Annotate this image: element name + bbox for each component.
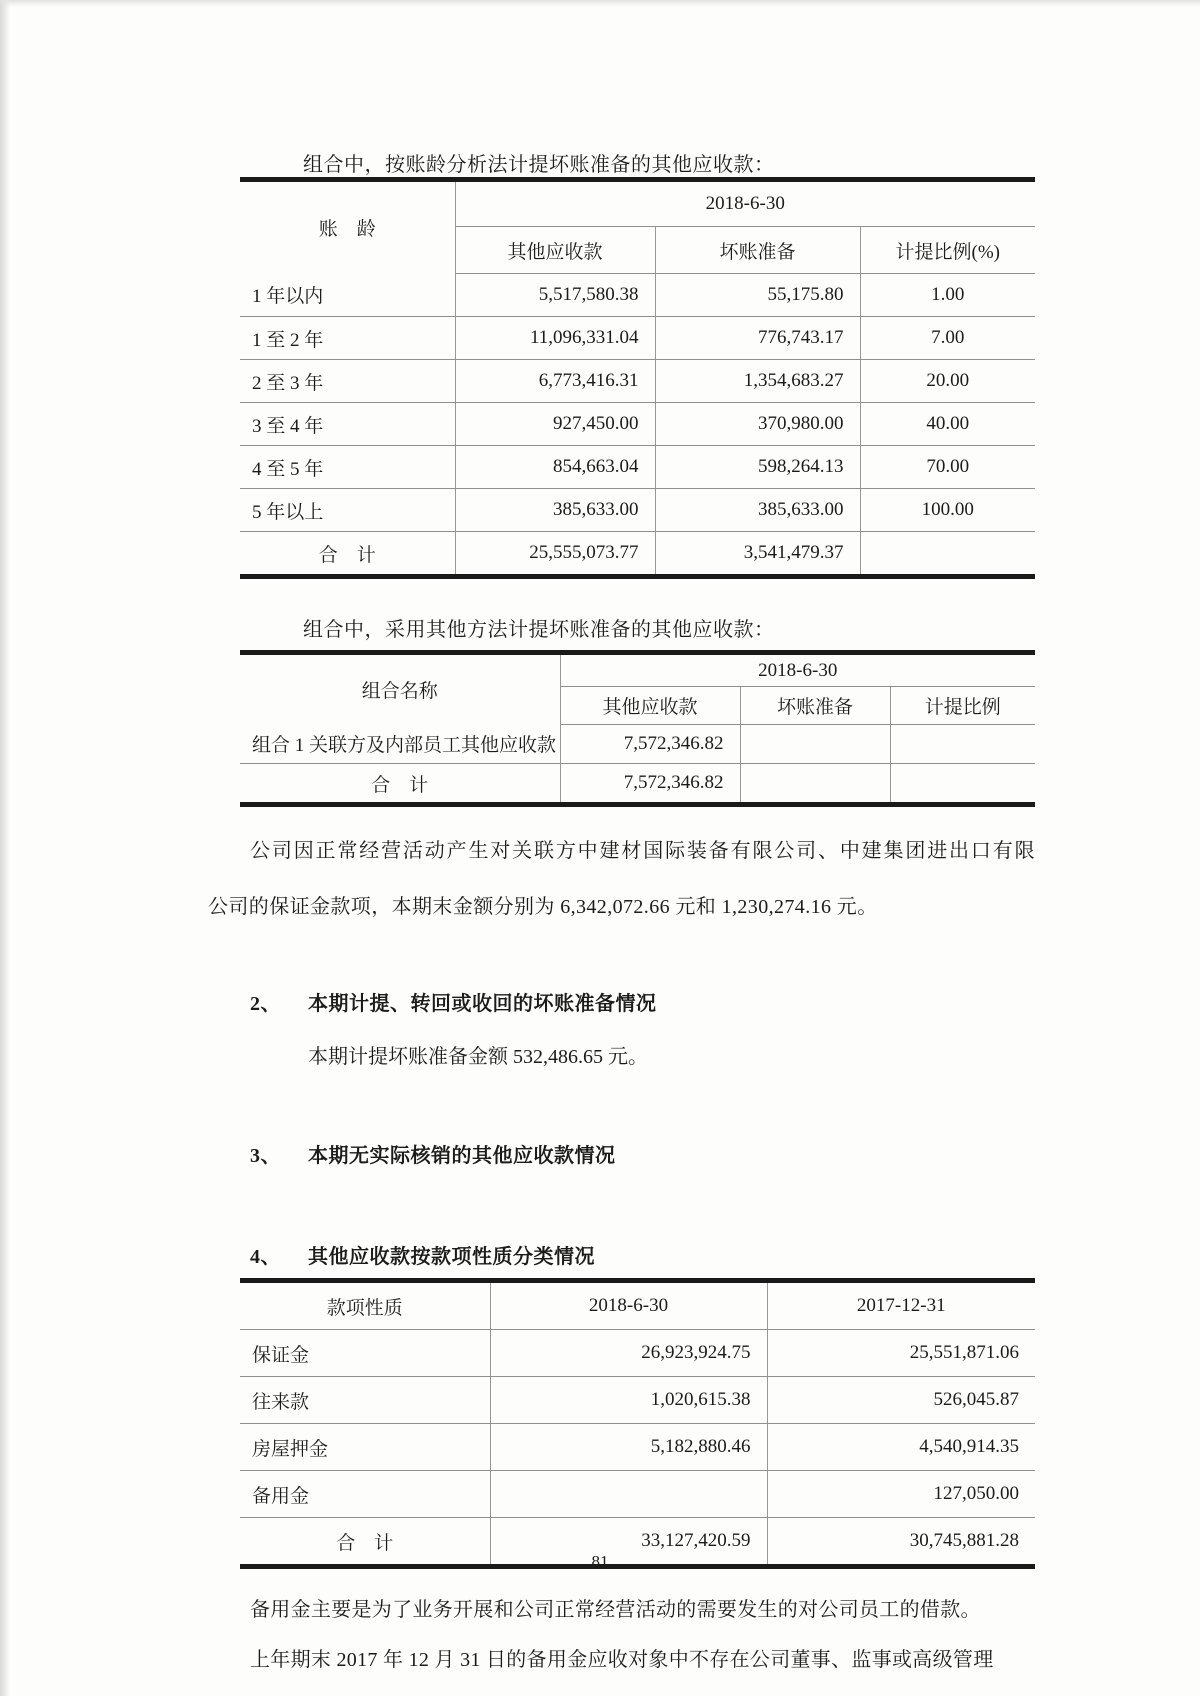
- cell-ratio: [890, 725, 1035, 764]
- cell-amount: 6,773,416.31: [455, 360, 655, 403]
- cell-provision: 370,980.00: [655, 403, 860, 446]
- paragraph-line: 公司的保证金款项，本期末金额分别为 6,342,072.66 元和 1,230,274.16 元。: [208, 896, 878, 918]
- cell-amount: 854,663.04: [455, 446, 655, 489]
- cell-amount: 927,450.00: [455, 403, 655, 446]
- aging-analysis-table: [240, 177, 1035, 579]
- section-3-title: 本期无实际核销的其他应收款情况: [308, 1145, 616, 1167]
- cell-provision: 55,175.80: [655, 274, 860, 317]
- header-amount: 其他应收款: [560, 687, 740, 725]
- cell-total-label: 合 计: [240, 764, 560, 805]
- cell-total-provision: [740, 764, 890, 805]
- cell-age: 5 年以上: [240, 489, 455, 532]
- reserve-fund-note-paragraph: [208, 1585, 1035, 1685]
- cell-nature: 备用金: [240, 1471, 490, 1518]
- section-2-title: 本期计提、转回或收回的坏账准备情况: [308, 993, 657, 1015]
- page-content: [208, 0, 1035, 1685]
- header-date-current: 2018-6-30: [490, 1281, 767, 1330]
- cell-current: [490, 1471, 767, 1518]
- cell-prior: 127,050.00: [767, 1471, 1035, 1518]
- cell-current: 26,923,924.75: [490, 1330, 767, 1377]
- cell-nature: 往来款: [240, 1377, 490, 1424]
- cell-age: 1 年以内: [240, 274, 455, 317]
- cell-nature: 保证金: [240, 1330, 490, 1377]
- cell-age: 4 至 5 年: [240, 446, 455, 489]
- section-2-heading: [208, 987, 1035, 1016]
- table-row: [240, 725, 1035, 764]
- header-date-prior: 2017-12-31: [767, 1281, 1035, 1330]
- table-row: [240, 446, 1035, 489]
- table-row: [240, 489, 1035, 532]
- section-4-heading: [208, 1240, 1035, 1269]
- table-row: [240, 317, 1035, 360]
- cell-total-amount: 7,572,346.82: [560, 764, 740, 805]
- cell-ratio: 20.00: [860, 360, 1035, 403]
- cell-age: 1 至 2 年: [240, 317, 455, 360]
- header-amount: 其他应收款: [455, 227, 655, 274]
- cell-prior: 526,045.87: [767, 1377, 1035, 1424]
- section-2-body: 本期计提坏账准备金额 532,486.65 元。: [308, 1046, 648, 1068]
- table-row: [240, 1471, 1035, 1518]
- nature-classification-table: [240, 1278, 1035, 1569]
- section-4-title: 其他应收款按款项性质分类情况: [308, 1246, 595, 1268]
- header-date: 2018-6-30: [560, 653, 1035, 687]
- table-row: [240, 1377, 1035, 1424]
- cell-ratio: 7.00: [860, 317, 1035, 360]
- cell-total-current: 33,127,420.59: [490, 1518, 767, 1567]
- paragraph-line: 备用金主要是为了业务开展和公司正常经营活动的需要发生的对公司员工的借款。: [250, 1599, 981, 1621]
- cell-provision: 776,743.17: [655, 317, 860, 360]
- table-total-row: [240, 764, 1035, 805]
- cell-provision: 598,264.13: [655, 446, 860, 489]
- table-total-row: [240, 532, 1035, 577]
- header-provision: 坏账准备: [740, 687, 890, 725]
- other-method-table-title: 组合中，采用其他方法计提坏账准备的其他应收款：: [303, 619, 775, 641]
- paragraph-line: 公司因正常经营活动产生对关联方中建材国际装备有限公司、中建集团进出口有限: [250, 840, 1035, 862]
- table-header-row: [240, 1281, 1035, 1330]
- cell-prior: 25,551,871.06: [767, 1330, 1035, 1377]
- header-provision: 坏账准备: [655, 227, 860, 274]
- cell-ratio: 70.00: [860, 446, 1035, 489]
- scan-edge-left: [0, 0, 10, 1696]
- cell-amount: 11,096,331.04: [455, 317, 655, 360]
- cell-ratio: 40.00: [860, 403, 1035, 446]
- table-row: [240, 403, 1035, 446]
- aging-table-title: 组合中，按账龄分析法计提坏账准备的其他应收款：: [303, 154, 775, 176]
- cell-portfolio: 组合 1 关联方及内部员工其他应收款: [240, 725, 560, 764]
- section-3-heading: [208, 1139, 1035, 1168]
- cell-amount: 385,633.00: [455, 489, 655, 532]
- section-3-number: 3、: [250, 1145, 281, 1167]
- cell-amount: 5,517,580.38: [455, 274, 655, 317]
- cell-age: 2 至 3 年: [240, 360, 455, 403]
- table-header-row: [240, 180, 1035, 227]
- cell-amount: 7,572,346.82: [560, 725, 740, 764]
- cell-ratio: 1.00: [860, 274, 1035, 317]
- cell-total-ratio: [860, 532, 1035, 577]
- header-date: 2018-6-30: [455, 180, 1035, 227]
- cell-age: 3 至 4 年: [240, 403, 455, 446]
- paragraph-line: 上年期末 2017 年 12 月 31 日的备用金应收对象中不存在公司董事、监事或高级管理: [250, 1649, 994, 1671]
- table-row: [240, 360, 1035, 403]
- cell-current: 5,182,880.46: [490, 1424, 767, 1471]
- section-4-number: 4、: [250, 1246, 281, 1268]
- header-ratio: 计提比例: [890, 687, 1035, 725]
- cell-total-label: 合 计: [240, 1518, 490, 1567]
- cell-total-ratio: [890, 764, 1035, 805]
- table-row: [240, 1424, 1035, 1471]
- table-header-row: [240, 653, 1035, 687]
- cell-total-label: 合 计: [240, 532, 455, 577]
- header-portfolio-name: 组合名称: [240, 653, 560, 725]
- guarantee-note-paragraph: [208, 823, 1035, 935]
- cell-total-prior: 30,745,881.28: [909, 1530, 1019, 1551]
- cell-current: 1,020,615.38: [490, 1377, 767, 1424]
- header-nature: 款项性质: [240, 1281, 490, 1330]
- table-row: [240, 1330, 1035, 1377]
- header-ratio: 计提比例(%): [860, 227, 1035, 274]
- section-2-number: 2、: [250, 993, 281, 1015]
- cell-nature: 房屋押金: [240, 1424, 490, 1471]
- cell-ratio: 100.00: [860, 489, 1035, 532]
- page-number: 81: [591, 1552, 609, 1571]
- cell-prior: 4,540,914.35: [767, 1424, 1035, 1471]
- cell-total-provision: 3,541,479.37: [655, 532, 860, 577]
- other-method-table: [240, 650, 1035, 807]
- cell-provision: 385,633.00: [655, 489, 860, 532]
- cell-provision: 1,354,683.27: [655, 360, 860, 403]
- header-age: 账 龄: [240, 180, 455, 274]
- cell-provision: [740, 725, 890, 764]
- cell-total-amount: 25,555,073.77: [455, 532, 655, 577]
- table-row: [240, 274, 1035, 317]
